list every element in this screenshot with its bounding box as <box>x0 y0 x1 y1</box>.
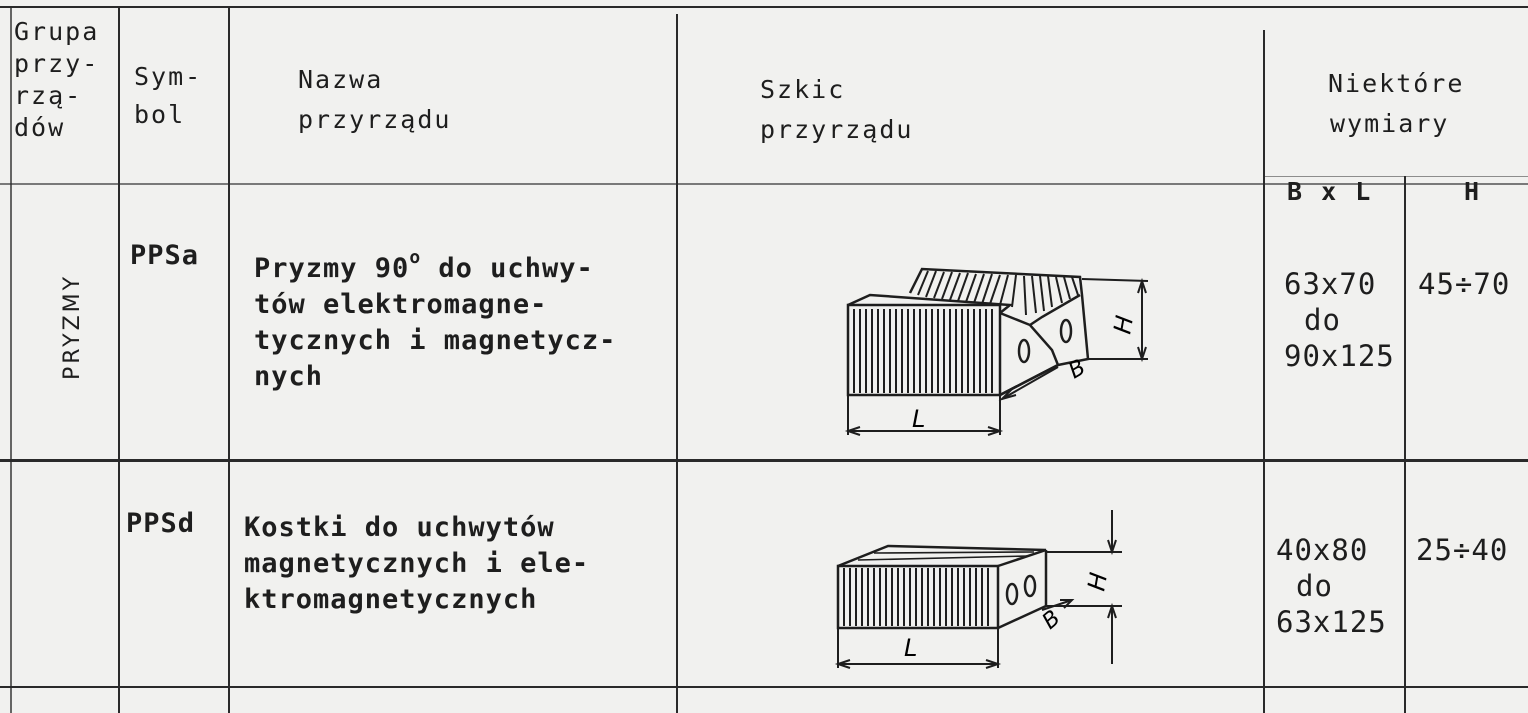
row1-name: Pryzmy 90$^o$ do uchwy- tów elektromagne- tycznych i magnetycz- nych <box>254 247 617 392</box>
header-dims: Niektóre wymiary <box>1328 69 1465 138</box>
prism-sketch <box>830 255 1160 445</box>
header-group: Grupa przy- rzą- dów <box>14 17 100 142</box>
col-divider-6 <box>1404 176 1406 713</box>
col-divider-2 <box>118 8 120 713</box>
row1-h: 45÷70 <box>1418 267 1511 301</box>
block-dim-b: B <box>1037 605 1066 635</box>
group-label-pryzmy: PRYZMY <box>60 273 85 380</box>
row2-symbol: PPSd <box>126 508 196 539</box>
row2-bl: 40x80 do 63x125 <box>1276 533 1387 639</box>
col-divider-1 <box>10 6 12 713</box>
block-dim-h: H <box>1082 570 1114 594</box>
header-name: Nazwa przyrządu <box>298 65 452 134</box>
header-dim-h: H <box>1464 177 1482 206</box>
col-divider-4 <box>676 14 678 713</box>
col-divider-5 <box>1263 30 1265 713</box>
block-sketch <box>828 508 1128 676</box>
row1-symbol: PPSa <box>130 240 200 271</box>
header-dim-bl: B x L <box>1287 177 1373 206</box>
prism-dim-l: L <box>912 405 926 433</box>
prism-dim-b: B <box>1064 354 1091 385</box>
header-symbol: Sym- bol <box>134 62 203 129</box>
block-dim-l: L <box>904 634 918 662</box>
prism-dim-h: H <box>1108 313 1140 337</box>
header-sketch: Szkic przyrządu <box>760 75 914 144</box>
col-divider-3 <box>228 8 230 713</box>
row1-bl: 63x70 do 90x125 <box>1284 267 1395 373</box>
row2-name: Kostki do uchwytów magnetycznych i ele- ktromagnetycznych <box>244 512 590 615</box>
row2-h: 25÷40 <box>1416 533 1509 567</box>
